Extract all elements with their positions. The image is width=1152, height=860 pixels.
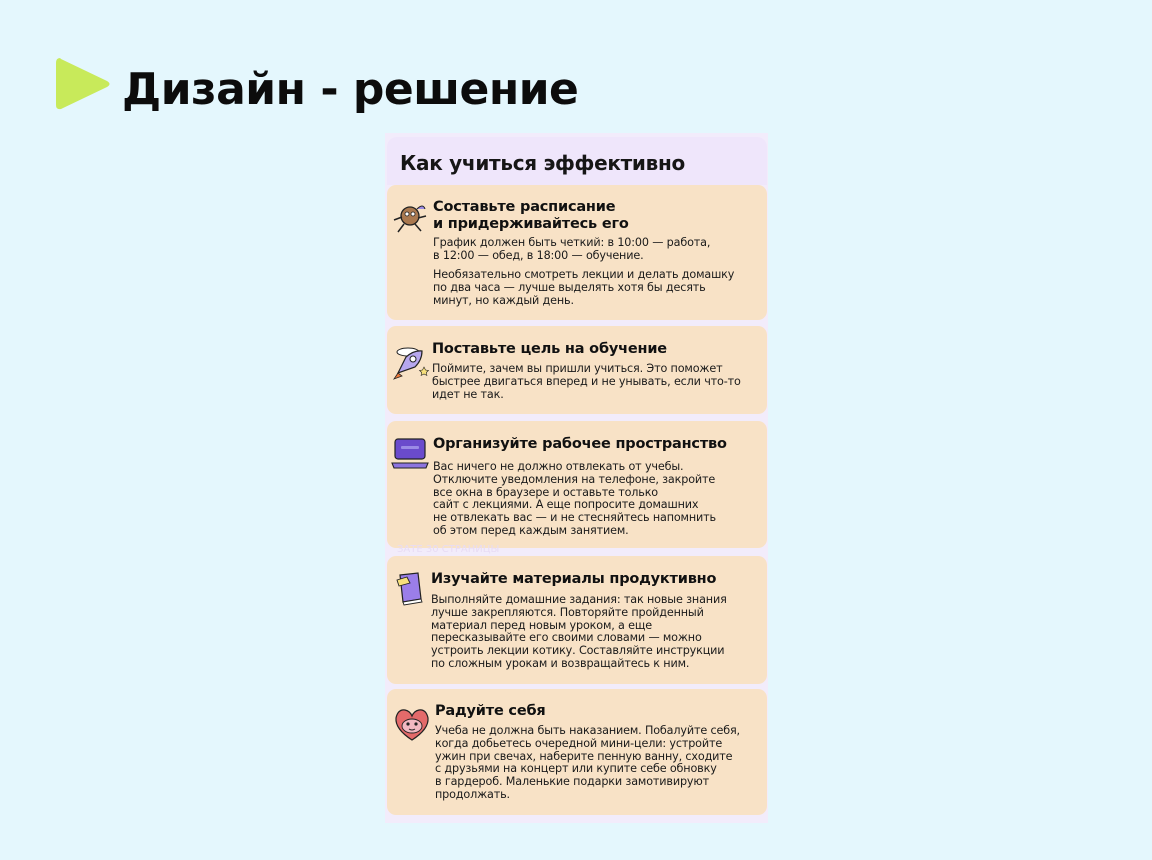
card-title: Изучайте материалы продуктивно: [431, 571, 717, 587]
card-text: Выполняйте домашние задания: так новые знания лучше закрепляются. Повторяйте пройденный материал перед новым уроком, а еще пересказывайте его своими словами — можно устроить лекции котику. Составляйте инструкции по сложным урокам и возвращайтесь к ним.: [431, 593, 727, 670]
card-text: Поймите, зачем вы пришли учиться. Это поможет быстрее двигаться вперед и не унывать, если что-то идет не так.: [432, 362, 741, 401]
laptop-icon: [390, 433, 430, 473]
rocket-icon: [390, 342, 430, 382]
tip-card-workspace: [387, 421, 767, 548]
card-title: Организуйте рабочее пространство: [433, 436, 727, 452]
card-text: Учеба не должна быть наказанием. Побалуйте себя, когда добьетесь очередной мини-цели: устройте ужин при свечах, наберите пенную ванну, сходите с друзьями на концерт или купите себе обновку в гардероб. Маленькие подарки замотивируют продолжать.: [435, 724, 740, 801]
tip-card-materials: [387, 556, 767, 684]
tip-card-goal: [387, 326, 767, 414]
card-text: Вас ничего не должно отвлекать от учебы. Отключите уведомления на телефоне, закройте все окна в браузере и оставьте только сайт с лекциями. А еще попросите домашних не отвлекать вас — и не стесняйтесь напомнить об этом перед каждым занятием.: [433, 460, 716, 537]
card-title: Поставьте цель на обучение: [432, 341, 667, 357]
tip-card-reward: [387, 689, 767, 815]
card-text: График должен быть четкий: в 10:00 — работа, в 12:00 — обед, в 18:00 — обучение.: [433, 236, 711, 262]
card-title: Радуйте себя: [435, 703, 546, 719]
running-character-icon: [390, 199, 430, 239]
tip-card-schedule: [387, 185, 767, 320]
book-icon: [390, 568, 430, 608]
watermark-fragment: ЗАТЕ 30 СТРАНИЦЫ: [397, 544, 500, 555]
heart-character-icon: [392, 704, 432, 744]
article-title: Как учиться эффективно: [400, 151, 685, 175]
card-title: Составьте расписание и придерживайтесь его: [433, 199, 629, 232]
slide-title: Дизайн - решение: [122, 64, 579, 115]
card-text: Необязательно смотреть лекции и делать домашку по два часа — лучше выделять хотя бы десять минут, но каждый день.: [433, 268, 735, 307]
phone-screenshot: [385, 133, 768, 823]
article-header: [387, 137, 767, 185]
play-logo-icon: [54, 54, 114, 114]
